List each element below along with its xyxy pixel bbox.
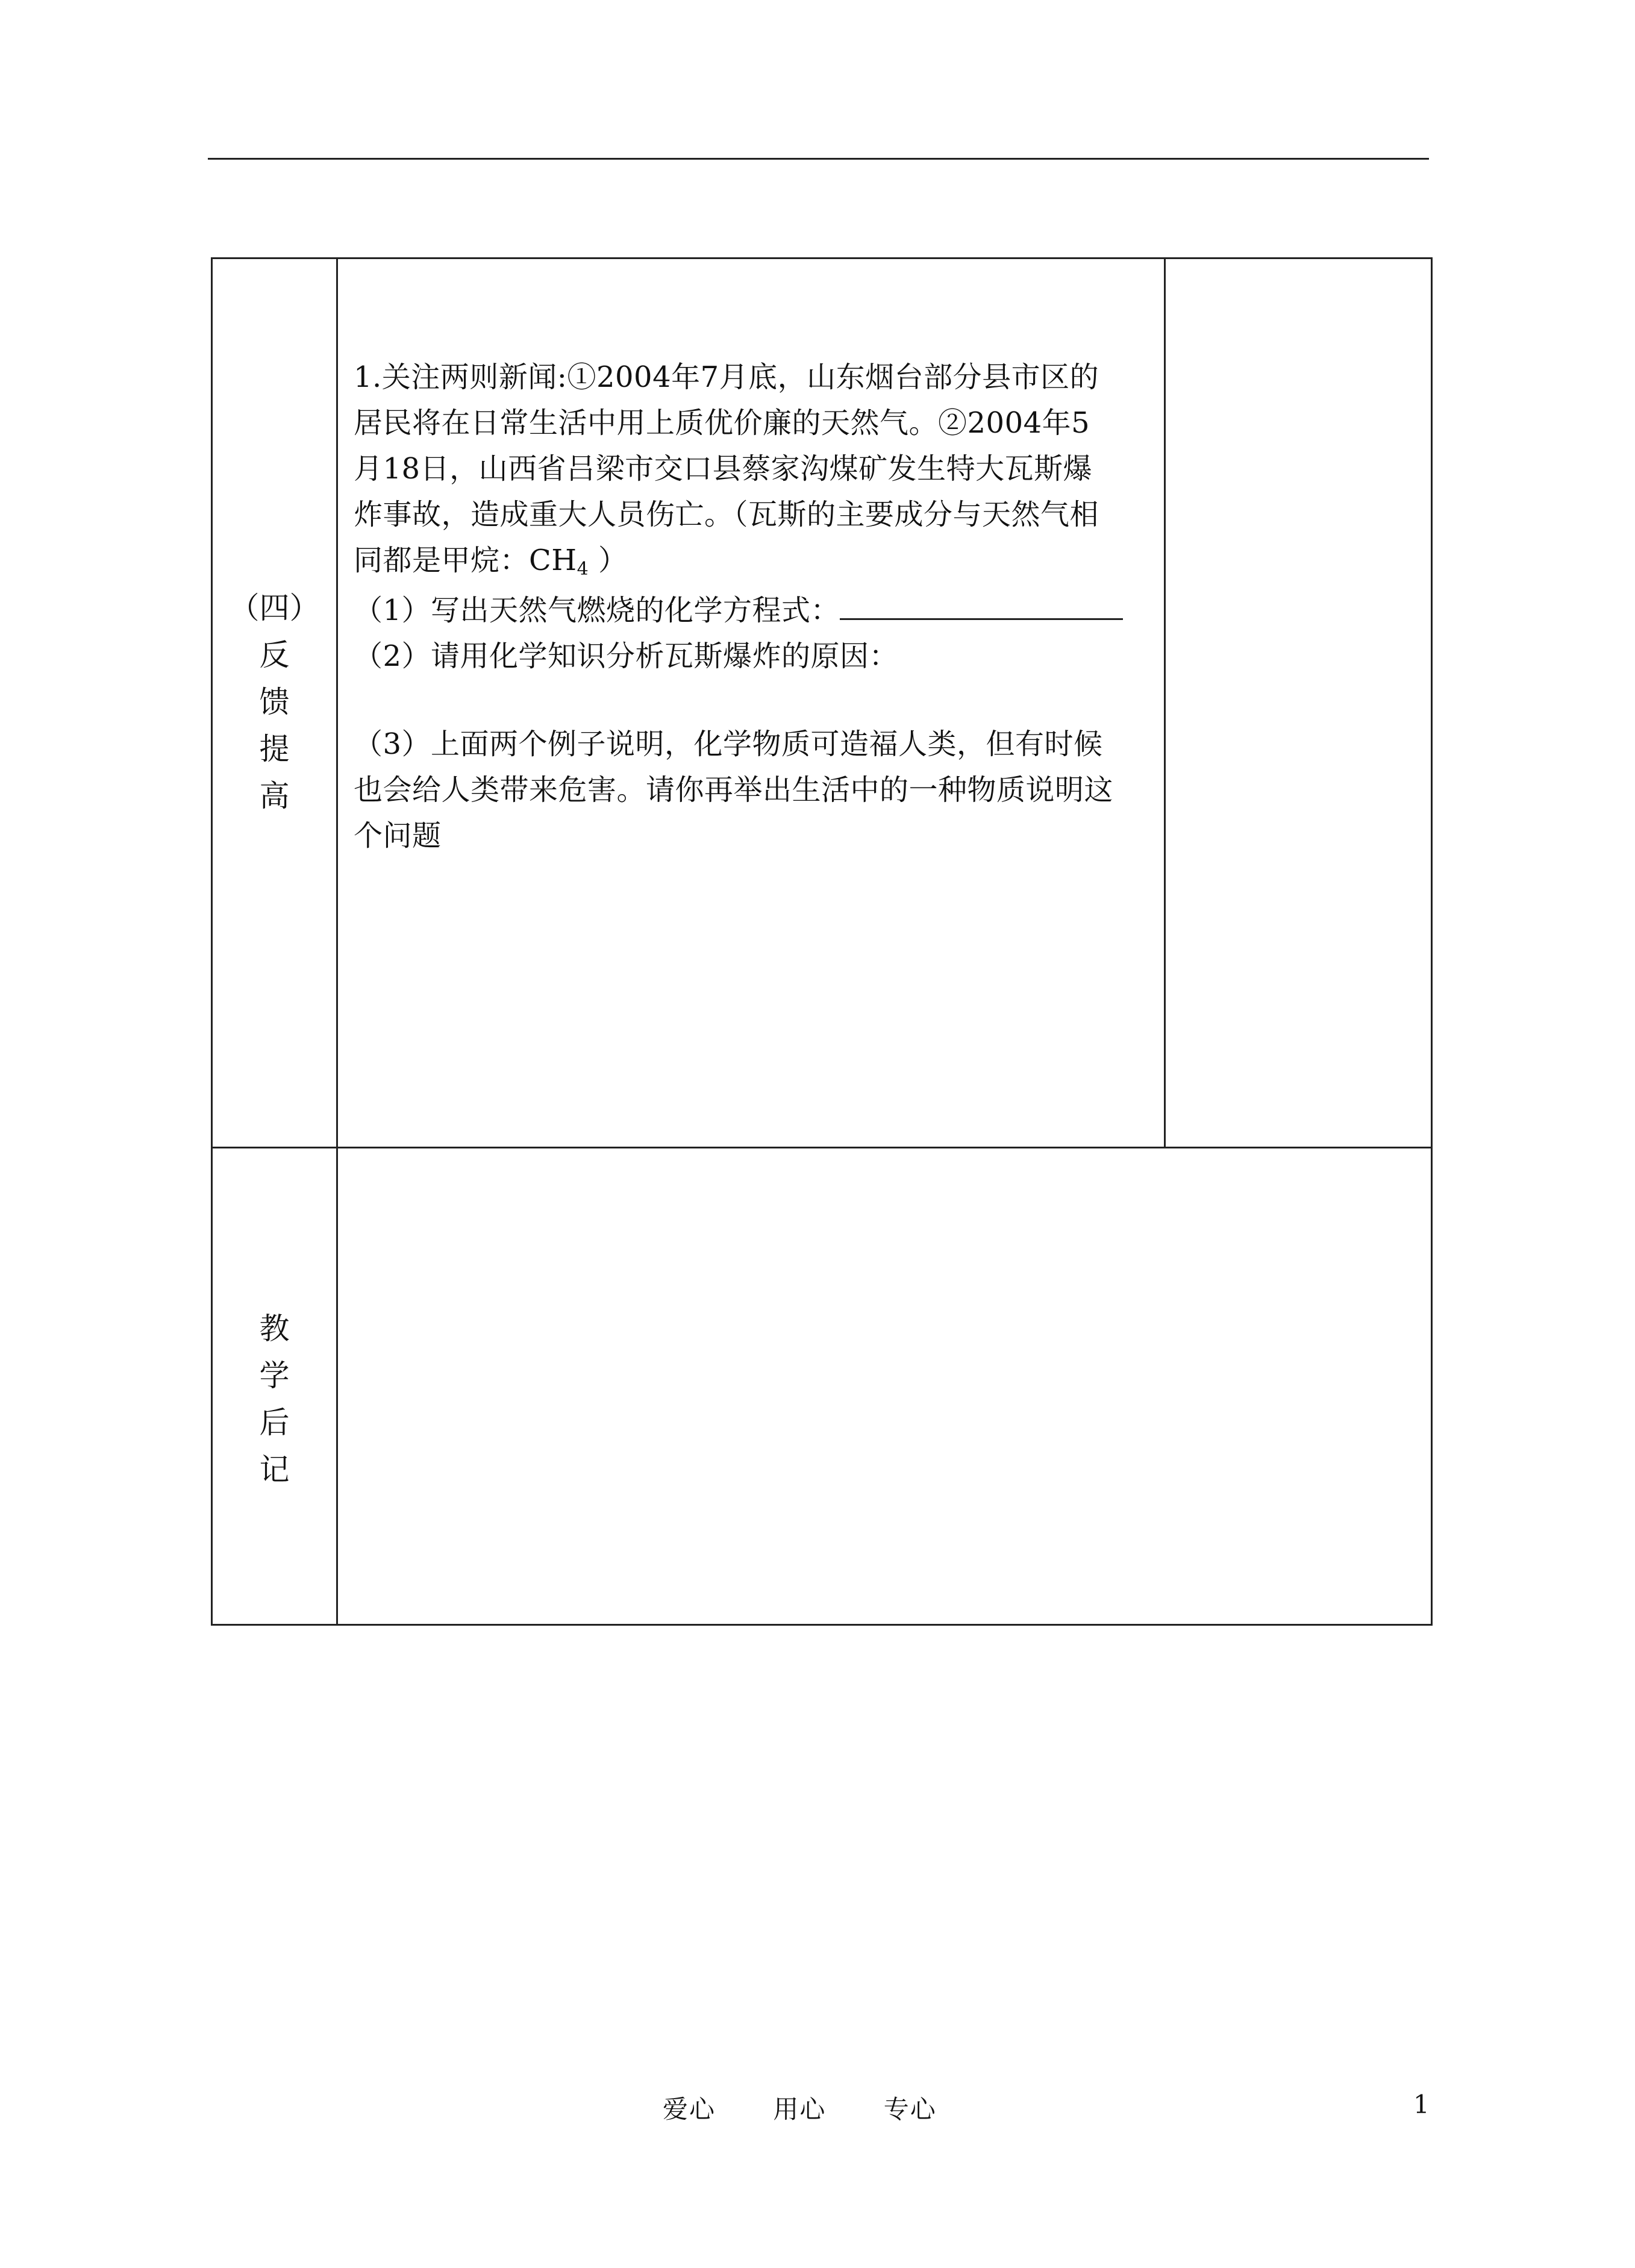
label-char: 记 <box>259 1452 290 1487</box>
question-intro-text: 同都是甲烷：CH <box>354 544 577 577</box>
label-char: （四） <box>229 590 320 625</box>
label-char: 反 <box>259 637 290 672</box>
label-char: 提 <box>259 731 290 766</box>
sub-question-3-line: 个问题 <box>354 819 442 853</box>
question-intro-line: 居民将在日常生活中用上质优价廉的天然气。②2004年5 <box>354 406 1090 440</box>
question-block <box>338 259 1164 859</box>
sub-question-3-line: （3）上面两个例子说明，化学物质可造福人类，但有时候 <box>354 727 1103 761</box>
teaching-notes-row <box>212 1148 1432 1625</box>
notes-cell <box>1165 258 1432 1148</box>
feedback-content-cell <box>337 258 1165 1148</box>
question-intro-line-formula <box>354 537 1151 583</box>
sub-question-3-line: 也会给人类带来危害。请你再举出生活中的一种物质说明这 <box>354 773 1114 807</box>
sub-question-1 <box>354 583 1151 633</box>
sub-question-2: （2）请用化学知识分析瓦斯爆炸的原因： <box>354 639 899 673</box>
sub-question-1-text: （1）写出天然气燃烧的化学方程式： <box>354 594 840 627</box>
answer-space <box>354 679 1151 721</box>
feedback-section-label <box>230 584 320 819</box>
ch4-close-paren: ） <box>589 544 628 577</box>
label-char: 高 <box>259 778 290 813</box>
teaching-notes-label <box>260 1305 290 1493</box>
answer-blank[interactable] <box>840 583 1123 620</box>
footer-slogan <box>663 2090 985 2126</box>
label-char: 馈 <box>259 684 290 719</box>
header-rule <box>208 158 1429 160</box>
teaching-notes-label-cell <box>212 1148 337 1625</box>
footer-slogan-3: 专心 <box>883 2094 937 2124</box>
label-char: 教 <box>259 1311 290 1346</box>
footer-slogan-1: 爱心 <box>663 2094 716 2124</box>
question-intro-line: 炸事故，造成重大人员伤亡。（瓦斯的主要成分与天然气相 <box>354 498 1099 531</box>
lesson-plan-table <box>211 257 1433 1626</box>
label-char: 学 <box>259 1358 290 1393</box>
teaching-notes-content-cell <box>337 1148 1432 1625</box>
question-intro-line: 1.关注两则新闻:①2004年7月底，山东烟台部分县市区的 <box>354 360 1099 394</box>
feedback-row <box>212 258 1432 1148</box>
feedback-label-cell <box>212 258 337 1148</box>
label-char: 后 <box>259 1405 290 1440</box>
question-intro-line: 月18日，山西省吕梁市交口县蔡家沟煤矿发生特大瓦斯爆 <box>354 452 1093 486</box>
footer-slogan-2: 用心 <box>773 2094 827 2124</box>
page-number: 1 <box>1413 2090 1430 2119</box>
ch4-subscript: 4 <box>577 559 589 580</box>
